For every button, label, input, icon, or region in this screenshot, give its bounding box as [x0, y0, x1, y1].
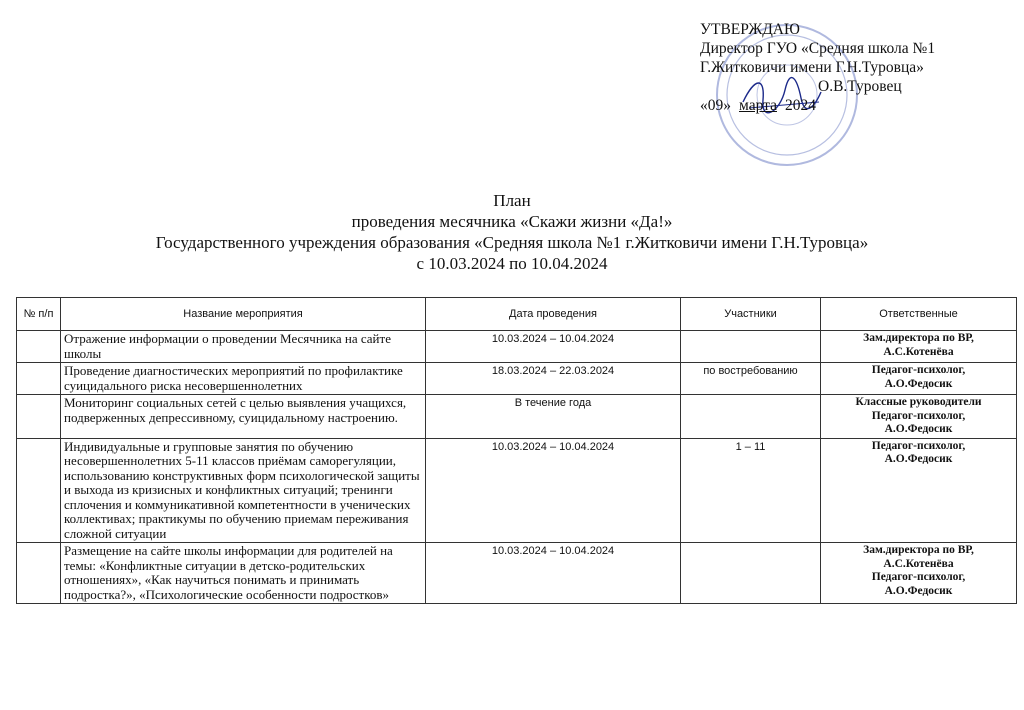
responsible-person: Педагог-психолог, [871, 409, 966, 422]
responsible-person: Педагог-психолог, [871, 571, 966, 583]
row-num-cell [17, 395, 61, 439]
header-participants: Участники [681, 298, 821, 331]
table-body [17, 331, 1017, 604]
header-responsible: Ответственные [821, 298, 1017, 331]
row-date-cell: 10.03.2024 – 10.04.2024 [426, 438, 681, 543]
table-header-row [17, 298, 1017, 331]
row-participants-cell [681, 331, 821, 363]
row-responsible-cell [821, 331, 1017, 363]
title-line-3: Государственного учреждения образования «Средняя школа №1 г.Житковичи имени Г.Н.Туровца» [155, 233, 869, 252]
responsible-person: А.О.Федосик [884, 453, 953, 465]
row-participants-cell: 1 – 11 [681, 438, 821, 543]
row-name-cell: Отражение информации о проведении Месячника на сайте школы [61, 331, 426, 363]
responsible-person: А.О.Федосик [884, 423, 953, 435]
row-date-cell: 10.03.2024 – 10.04.2024 [426, 543, 681, 604]
title-line-4: с 10.03.2024 по 10.04.2024 [416, 254, 608, 273]
responsible-person: А.О.Федосик [884, 377, 953, 390]
header-name: Название мероприятия [61, 298, 426, 331]
title-line-2: проведения месячника «Скажи жизни «Да!» [351, 212, 673, 231]
table-row [17, 438, 1017, 543]
header-num: № п/п [17, 298, 61, 331]
title-line-1: План [493, 191, 531, 210]
row-num-cell [17, 331, 61, 363]
responsible-person: Педагог-психолог, [871, 364, 966, 376]
approval-heading: УТВЕРЖДАЮ [700, 21, 800, 38]
responsible-person: Зам.директора по ВР, [863, 544, 974, 556]
approval-day: «09» [700, 97, 731, 114]
row-date-cell: 18.03.2024 – 22.03.2024 [426, 363, 681, 395]
row-participants-cell [681, 395, 821, 439]
responsible-person: Зам.директора по ВР, [863, 332, 974, 344]
events-table [16, 297, 1017, 604]
row-date-cell: 10.03.2024 – 10.04.2024 [426, 331, 681, 363]
row-participants-cell: по востребованию [681, 363, 821, 395]
approval-month: марта [739, 97, 777, 114]
table-row [17, 363, 1017, 395]
table-row [17, 331, 1017, 363]
responsible-person: А.С.Котенёва [883, 345, 954, 358]
row-name-cell: Проведение диагностических мероприятий по профилактике суицидального риска несовершеннолетних [61, 363, 426, 395]
approval-year: 2024 [784, 97, 816, 114]
approval-line-1: Директор ГУО «Средняя школа №1 [700, 40, 936, 57]
approval-date [700, 96, 935, 115]
row-num-cell [17, 543, 61, 604]
row-responsible-cell [821, 395, 1017, 439]
approval-signatory: О.В.Туровец [818, 78, 902, 95]
row-num-cell [17, 363, 61, 395]
row-participants-cell [681, 543, 821, 604]
approval-line-2: Г.Житковичи имени Г.Н.Туровца» [700, 59, 924, 76]
responsible-person: А.С.Котенёва [883, 557, 954, 570]
row-responsible-cell [821, 543, 1017, 604]
row-name-cell: Мониторинг социальных сетей с целью выявления учащихся, подверженных депрессивному, суицидальному настроению. [61, 395, 426, 439]
row-responsible-cell [821, 438, 1017, 543]
table-row [17, 543, 1017, 604]
approval-block [700, 20, 935, 115]
header-date: Дата проведения [426, 298, 681, 331]
row-name-cell: Индивидуальные и групповые занятия по обучению несовершеннолетних 5-11 классов приёмам саморегуляции, использованию конструктивных форм психологической защиты и выхода из кризисных и конфликтных ситуаций; тренинги сплочения и коммуникативной компетентности в ученических коллективах; практикумы по обучению приемам переживания сложной ситуации [61, 438, 426, 543]
responsible-person: Педагог-психолог, [871, 439, 966, 452]
row-num-cell [17, 438, 61, 543]
row-name-cell: Размещение на сайте школы информации для родителей на темы: «Конфликтные ситуации в детско-родительских отношениях», «Как научиться понимать и принимать подростка?», «Психологические особенности подростков» [61, 543, 426, 604]
responsible-person: Классные руководители [855, 396, 982, 408]
table-row [17, 395, 1017, 439]
document-title [0, 190, 1024, 274]
responsible-person: А.О.Федосик [884, 584, 953, 597]
row-date-cell: В течение года [426, 395, 681, 439]
row-responsible-cell [821, 363, 1017, 395]
